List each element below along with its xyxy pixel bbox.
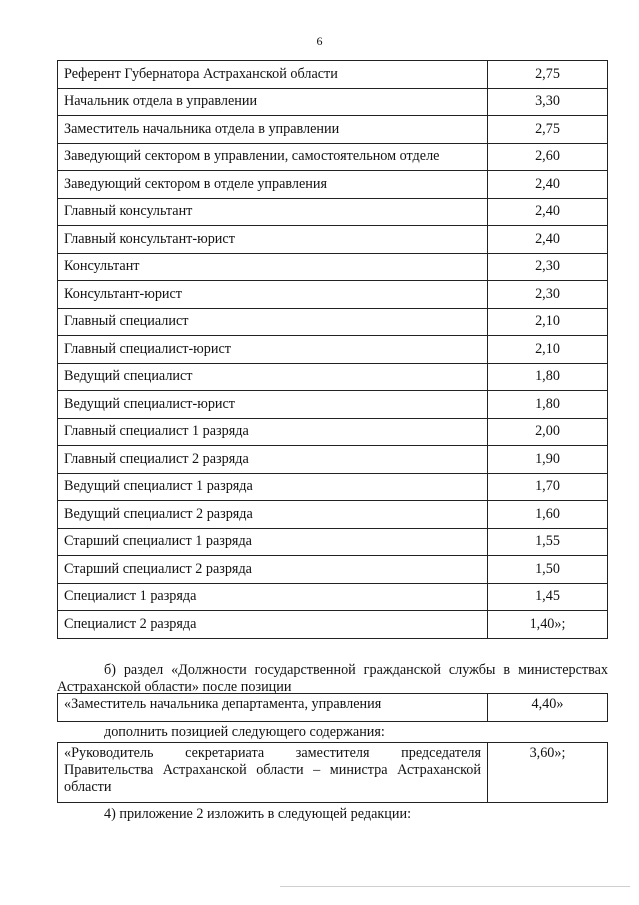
coefficient-cell: 1,45 bbox=[488, 583, 608, 611]
amendment-paragraph-add: дополнить позицией следующего содержания: bbox=[104, 724, 385, 740]
position-cell: «Руководитель секретариата заместителя председателя Правительства Астраханской области – министра Астраханской области bbox=[58, 743, 488, 803]
coefficient-cell: 3,30 bbox=[488, 88, 608, 116]
table-row bbox=[58, 583, 608, 611]
coefficient-cell: 2,40 bbox=[488, 171, 608, 199]
position-cell: Главный специалист-юрист bbox=[58, 336, 488, 364]
coefficient-cell: 1,80 bbox=[488, 363, 608, 391]
coefficient-cell: 2,00 bbox=[488, 418, 608, 446]
coefficient-cell: 2,10 bbox=[488, 308, 608, 336]
coefficient-cell: 1,60 bbox=[488, 501, 608, 529]
coefficient-cell: 1,40»; bbox=[488, 611, 608, 639]
position-cell: Ведущий специалист 1 разряда bbox=[58, 473, 488, 501]
position-cell: Главный специалист 2 разряда bbox=[58, 446, 488, 474]
new-position-table bbox=[57, 742, 608, 803]
table-row bbox=[58, 446, 608, 474]
table-row bbox=[58, 281, 608, 309]
table-row bbox=[58, 198, 608, 226]
position-cell: Главный консультант-юрист bbox=[58, 226, 488, 254]
coefficient-cell: 1,70 bbox=[488, 473, 608, 501]
table-row bbox=[58, 88, 608, 116]
coefficient-cell: 2,75 bbox=[488, 116, 608, 144]
position-cell: Заведующий сектором в управлении, самостоятельном отделе bbox=[58, 143, 488, 171]
coefficient-cell: 2,10 bbox=[488, 336, 608, 364]
table-row bbox=[58, 253, 608, 281]
position-cell: «Заместитель начальника департамента, управления bbox=[58, 694, 488, 722]
position-cell: Главный специалист 1 разряда bbox=[58, 418, 488, 446]
amendment-paragraph-4: 4) приложение 2 изложить в следующей редакции: bbox=[104, 806, 412, 822]
position-cell: Консультант bbox=[58, 253, 488, 281]
page-number: 6 bbox=[316, 34, 323, 48]
table-row bbox=[58, 336, 608, 364]
table-row bbox=[58, 611, 608, 639]
coefficient-cell: 1,55 bbox=[488, 528, 608, 556]
position-cell: Ведущий специалист 2 разряда bbox=[58, 501, 488, 529]
amendment-paragraph-b: б) раздел «Должности государственной гражданской службы в министерствах Астраханской области» после позиции bbox=[57, 662, 608, 695]
position-cell: Специалист 1 разряда bbox=[58, 583, 488, 611]
table-row bbox=[58, 743, 608, 803]
table-row bbox=[58, 473, 608, 501]
table-row bbox=[58, 501, 608, 529]
coefficient-cell: 2,40 bbox=[488, 226, 608, 254]
coefficient-cell: 2,30 bbox=[488, 281, 608, 309]
table-row bbox=[58, 171, 608, 199]
table-row bbox=[58, 556, 608, 584]
coefficient-cell: 2,75 bbox=[488, 61, 608, 89]
table-row bbox=[58, 143, 608, 171]
position-cell: Специалист 2 разряда bbox=[58, 611, 488, 639]
table-row bbox=[58, 226, 608, 254]
position-cell: Консультант-юрист bbox=[58, 281, 488, 309]
coefficient-cell: 2,30 bbox=[488, 253, 608, 281]
coefficient-cell: 2,40 bbox=[488, 198, 608, 226]
coefficient-cell: 1,80 bbox=[488, 391, 608, 419]
table-row bbox=[58, 528, 608, 556]
coefficient-cell: 1,50 bbox=[488, 556, 608, 584]
position-cell: Начальник отдела в управлении bbox=[58, 88, 488, 116]
position-cell: Ведущий специалист bbox=[58, 363, 488, 391]
coefficient-cell: 4,40» bbox=[488, 694, 608, 722]
table-row bbox=[58, 116, 608, 144]
position-cell: Главный специалист bbox=[58, 308, 488, 336]
table-row bbox=[58, 694, 608, 722]
position-cell: Референт Губернатора Астраханской области bbox=[58, 61, 488, 89]
position-cell: Главный консультант bbox=[58, 198, 488, 226]
position-cell: Заведующий сектором в отделе управления bbox=[58, 171, 488, 199]
position-cell: Ведущий специалист-юрист bbox=[58, 391, 488, 419]
scan-artifact-line bbox=[280, 886, 630, 887]
coefficient-cell: 1,90 bbox=[488, 446, 608, 474]
table-row bbox=[58, 308, 608, 336]
position-cell: Заместитель начальника отдела в управлении bbox=[58, 116, 488, 144]
insert-after-position-table bbox=[57, 693, 608, 722]
table-row bbox=[58, 61, 608, 89]
coefficient-cell: 2,60 bbox=[488, 143, 608, 171]
table-row bbox=[58, 418, 608, 446]
coefficient-cell: 3,60»; bbox=[488, 743, 608, 803]
table-row bbox=[58, 363, 608, 391]
positions-coefficients-table bbox=[57, 60, 608, 639]
position-cell: Старший специалист 1 разряда bbox=[58, 528, 488, 556]
position-cell: Старший специалист 2 разряда bbox=[58, 556, 488, 584]
table-row bbox=[58, 391, 608, 419]
